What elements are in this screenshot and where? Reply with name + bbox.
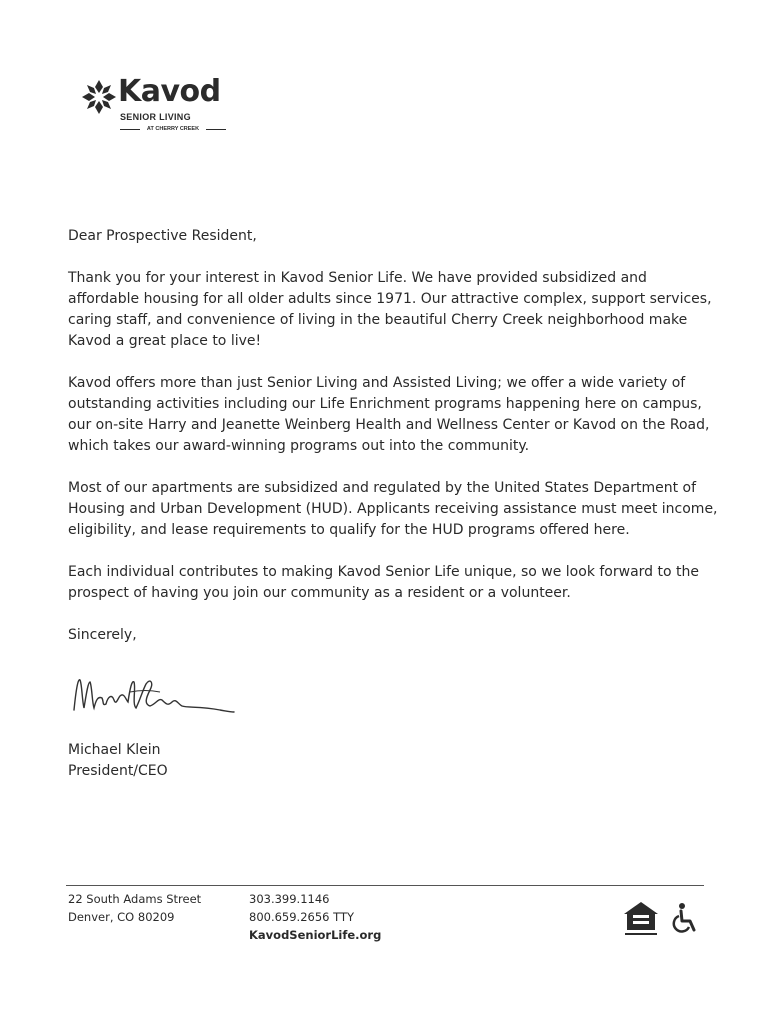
kavod-logo: [80, 74, 240, 138]
logo-location-text: AT CHERRY CREEK: [146, 126, 200, 132]
handwritten-signature: [70, 670, 240, 722]
website-link[interactable]: KavodSeniorLife.org: [249, 928, 382, 942]
snowflake-star-icon: [80, 78, 118, 116]
logo-wordmark: Kavod: [118, 74, 221, 109]
paragraph-1: Thank you for your interest in Kavod Senior Life. We have provided subsidized and affordable housing for all older adults since 1971. Our attractive complex, support services, caring staff, and convenience of living in the beautiful Cherry Creek neighborhood make Kavod a great place to live!: [68, 270, 712, 349]
signer-title: President/CEO: [68, 763, 168, 779]
street-address: 22 South Adams Street: [68, 892, 202, 906]
salutation: Dear Prospective Resident,: [68, 228, 257, 244]
footer-contact: [249, 890, 381, 944]
paragraph-2: Kavod offers more than just Senior Living and Assisted Living; we offer a wide variety of outstanding activities including our Life Enrichment programs happening here on campus, our on-site Harry and Jeanette Weinberg Health and Wellness Center or Kavod on the Road, which takes our award-winning programs out into the community.: [68, 375, 710, 454]
wheelchair-accessible-icon: [672, 902, 698, 934]
city-zip: Denver, CO 80209: [68, 910, 175, 924]
paragraph-3: Most of our apartments are subsidized and regulated by the United States Department of Housing and Urban Development (HUD). Applicants receiving assistance must meet income, eligibility, and lease requirements to qualify for the HUD programs offered here.: [68, 480, 718, 538]
logo-subtitle: SENIOR LIVING: [120, 112, 191, 122]
tty-number: 800.659.2656 TTY: [249, 910, 355, 924]
footer-address: [68, 890, 201, 926]
paragraph-4: Each individual contributes to making Kavod Senior Life unique, so we look forward to the prospect of having you join our community as a resident or a volunteer.: [68, 564, 699, 601]
equal-housing-icon: [622, 900, 660, 938]
letter-body: [68, 226, 718, 667]
signer-block: [68, 740, 168, 782]
phone-number: 303.399.1146: [249, 892, 330, 906]
signer-name: Michael Klein: [68, 742, 161, 758]
closing: Sincerely,: [68, 627, 137, 643]
footer-divider: [66, 885, 704, 886]
logo-location: [120, 126, 226, 132]
